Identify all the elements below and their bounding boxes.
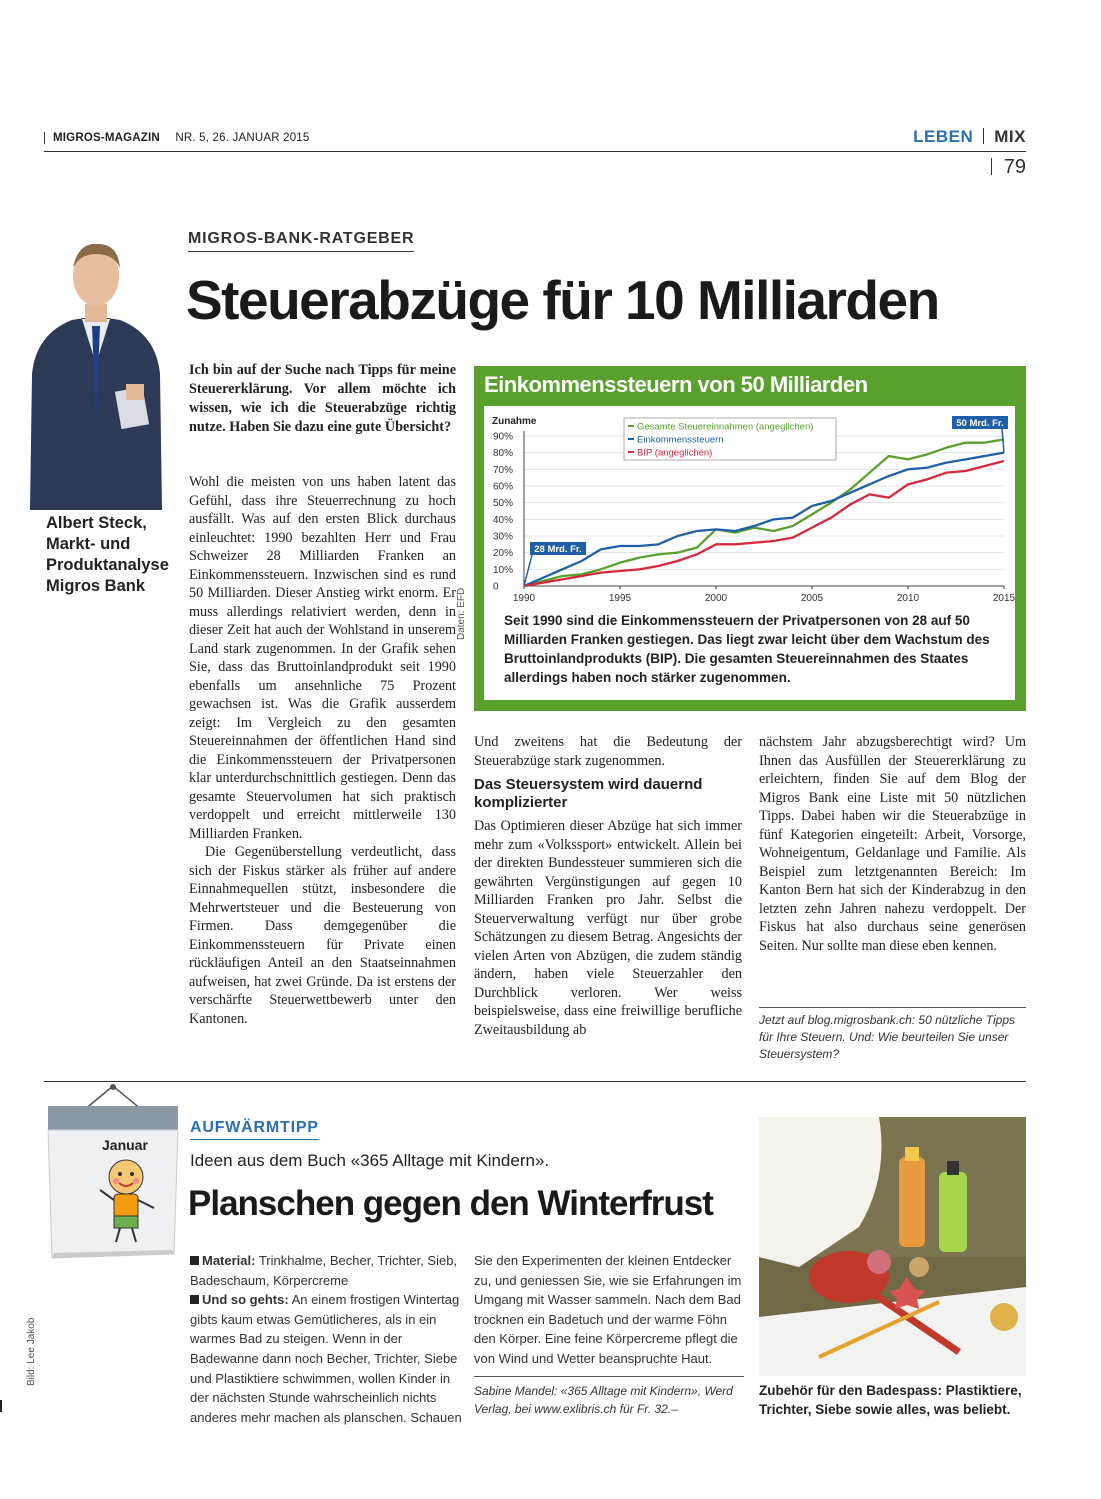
tip-column-1: Material: Trinkhalme, Becher, Trichter, Sieb, Badeschaum, Körpercreme Und so gehts: An einem frostigen Wintertag gibts kaum etwas Gemütlicheres, als in ein warmes Bad zu steigen. Wenn in der Badewanne dann noch Becher, Trichter, Siebe und Plastiktiere schwimmen, wollen Kinder in der nächsten Stunde wahrscheinlich nichts anderes mehr machen als planschen. Schauen	[190, 1253, 462, 1425]
annotation-pointer	[1002, 429, 1004, 453]
bath-toys-photo	[759, 1117, 1026, 1376]
section-divider	[44, 1081, 1026, 1082]
legend-label: Einkommenssteuern	[637, 434, 724, 446]
chart-title: Einkommenssteuern von 50 Milliarden	[484, 372, 868, 397]
footnote-divider	[759, 1007, 1026, 1008]
photo-credit: Bild: Lee Jakob	[26, 1317, 37, 1386]
chart-source: Daten: EFD	[456, 587, 467, 640]
tip-kicker: AUFWÄRMTIPP	[190, 1119, 319, 1140]
paragraph: nächstem Jahr abzugsberechtigt wird? Um Ihnen das Ausfüllen der Steuererklärung zu erleichtern, finden Sie auf dem Blog der Migros Bank eine Liste mit 50 nützlichen Tipps. Dabei haben wir die Steuerabzüge in fünf Kategorien eingeteilt: Arbeit, Vorsorge, Wohneigentum, Geldanlage und Familie. Als Beispiel zum letztgenannten Bereich: Im Kanton Bern hat sich der Kinderabzug in den letzten zehn Jahren nahezu verdoppelt. Der Fiskus hat also durchaus seine generösen Seiten. Nur sollte man diese eben kennen.	[759, 734, 1026, 954]
paragraph: Das Optimieren dieser Abzüge hat sich immer mehr zum «Volkssport» entwickelt. Allein bei der direkten Bundessteuer summieren sich die gewährten Vergünstigungen auf gegen 10 Milliarden Franken pro Jahr. Selbst die Steuerverwaltung verfügt nur über grobe Schätzungen zu diesem Betrag. Angesichts der vielen Arten von Abzügen, die zudem ständig ändern, haben viele Steuerzahler den Durchblick verloren. Wer weiss beispielsweise, dass eine freiwillige berufliche Zweitausbildung ab	[474, 818, 742, 1038]
blog-footnote: Jetzt auf blog.migrosbank.ch: 50 nützliche Tipps für Ihre Steuern. Und: Wie beurteilen Sie unser Steuersystem?	[759, 1013, 1016, 1061]
article-kicker: MIGROS-BANK-RATGEBER	[188, 230, 414, 252]
author-portrait	[22, 224, 170, 510]
section-leben: LEBEN	[913, 127, 974, 146]
y-tick-label: 40%	[493, 514, 514, 526]
x-tick-label: 2005	[800, 593, 824, 604]
y-tick-label: 50%	[493, 498, 514, 510]
y-axis-label: Zunahme	[492, 416, 537, 427]
x-tick-label: 1990	[512, 593, 536, 604]
author-caption: Albert Steck, Markt- und Produktanalyse Migros Bank	[46, 514, 169, 595]
line-chart	[484, 406, 1015, 606]
calendar-illustration	[44, 1082, 182, 1260]
y-tick-label: 20%	[493, 548, 514, 560]
x-tick-label: 1995	[608, 593, 632, 604]
article-column-1	[189, 473, 456, 1028]
chart-panel	[484, 406, 1015, 700]
y-tick-label: 0	[493, 581, 499, 593]
issue-date: NR. 5, 26. JANUAR 2015	[175, 132, 310, 144]
paragraph: Und zweitens hat die Bedeutung der Steuerabzüge stark zugenommen.	[474, 734, 742, 769]
tip-subtitle: Ideen aus dem Buch «365 Alltage mit Kindern».	[190, 1151, 550, 1170]
article-headline: Steuerabzüge für 10 Milliarden	[186, 269, 939, 331]
section-subhead: Das Steuersystem wird dauernd komplizierter	[474, 776, 703, 811]
calendar-month: Januar	[102, 1137, 148, 1153]
paragraph: Wohl die meisten von uns haben latent das Gefühl, dass ihre Steuerrechnung zu hoch ausfällt. Was auf den ersten Blick durchaus einleuchtet: 1990 bezahlten Herr und Frau Schweizer 28 Milliarden Franken an Einkommenssteuern. Inzwischen sind es rund 50 Milliarden. Dieser Anstieg wirkt enorm. Er muss allerdings relativiert werden, denn in dieser Zeit hat auch der Wohlstand in unserem Land stark zugenommen. In der Grafik sehen Sie, dass das Bruttoinlandprodukt seit 1990 ebenfalls um ansehnliche 75 Prozent gewachsen ist. Was die Grafik ausserdem zeigt: Im Vergleich zu den gesamten Steuereinnahmen der öffentlichen Hand sind die Einkommenssteuern der Privatpersonen klar unterdurchschnittlich gestiegen. Denn das gesamte Steuervolumen hat sich praktisch verdoppelt und erreicht mittlerweile 130 Milliarden Franken.	[189, 474, 456, 842]
section-label	[913, 127, 1026, 147]
legend-label: BIP (angeglichen)	[637, 447, 713, 459]
annotation-pointer	[524, 555, 532, 586]
credit-divider	[474, 1376, 744, 1377]
article-column-3	[759, 733, 1026, 955]
issue-line	[44, 132, 310, 144]
header-divider	[44, 151, 1026, 152]
series-line-0	[524, 439, 1004, 586]
x-tick-label: 2010	[896, 593, 920, 604]
x-tick-label: 2015	[992, 593, 1015, 604]
annotation-label: 50 Mrd. Fr.	[956, 418, 1004, 429]
magazine-name: MIGROS-MAGAZIN	[44, 132, 160, 144]
article-lead: Ich bin auf der Suche nach Tipps für meine Steuererklärung. Vor allem möchte ich wissen, wie ich die Steuerabzüge richtig nutze. Haben Sie dazu eine gute Übersicht?	[189, 362, 456, 435]
x-tick-label: 2000	[704, 593, 728, 604]
y-tick-label: 30%	[493, 531, 514, 543]
paragraph: Die Gegenüberstellung verdeutlicht, dass sich der Fiskus stärker als früher auf andere Einnahmequellen stützt, insbesondere die Mehrwertsteuer und die Besteuerung von Firmen. Dass demgegenüber die Einkommenssteuern für Private einen rückläufigen Anteil an den Staatseinnahmen aufweisen, hat zwei Gründe. Da ist erstens der verschärfte Steuerwettbewerb unter den Kantonen.	[189, 844, 456, 1027]
y-tick-label: 90%	[493, 431, 514, 443]
tip-headline: Planschen gegen den Winterfrust	[188, 1184, 713, 1223]
book-credit: Sabine Mandel: «365 Alltage mit Kindern», Werd Verlag, bei www.exlibris.ch für Fr. 32.–	[474, 1384, 733, 1416]
tip-column-2: Sie den Experimenten der kleinen Entdecker zu, und geniessen Sie, wie sie Erfahrungen im Umgang mit Wasser sammeln. Nach dem Bad trocknen ein Badetuch und der warme Föhn den Körper. Eine feine Körpercreme pflegt die von Wind und Wetter beanspruchte Haut.	[474, 1253, 742, 1366]
y-tick-label: 70%	[493, 464, 514, 476]
section-mix: MIX	[994, 127, 1026, 146]
y-tick-label: 80%	[493, 448, 514, 460]
photo-caption: Zubehör für den Badespass: Plastiktiere, Trichter, Siebe sowie alles, was beliebt.	[759, 1383, 1022, 1417]
margin-mark	[0, 1400, 2, 1412]
chart-box	[474, 366, 1026, 711]
annotation-label: 28 Mrd. Fr.	[534, 544, 582, 555]
y-tick-label: 10%	[493, 564, 514, 576]
y-tick-label: 60%	[493, 481, 514, 493]
legend-label: Gesamte Steuereinnahmen (angeglichen)	[637, 421, 814, 433]
page-number: 79	[991, 156, 1026, 179]
article-column-2	[474, 733, 742, 1039]
chart-description: Seit 1990 sind die Einkommenssteuern der Privatpersonen von 28 auf 50 Milliarden Franken gestiegen. Das liegt zwar leicht über dem Wachstum des Bruttoinlandprodukts (BIP). Die gesamten Steuereinnahmen des Staates allerdings haben noch stärker zugenommen.	[504, 613, 990, 685]
